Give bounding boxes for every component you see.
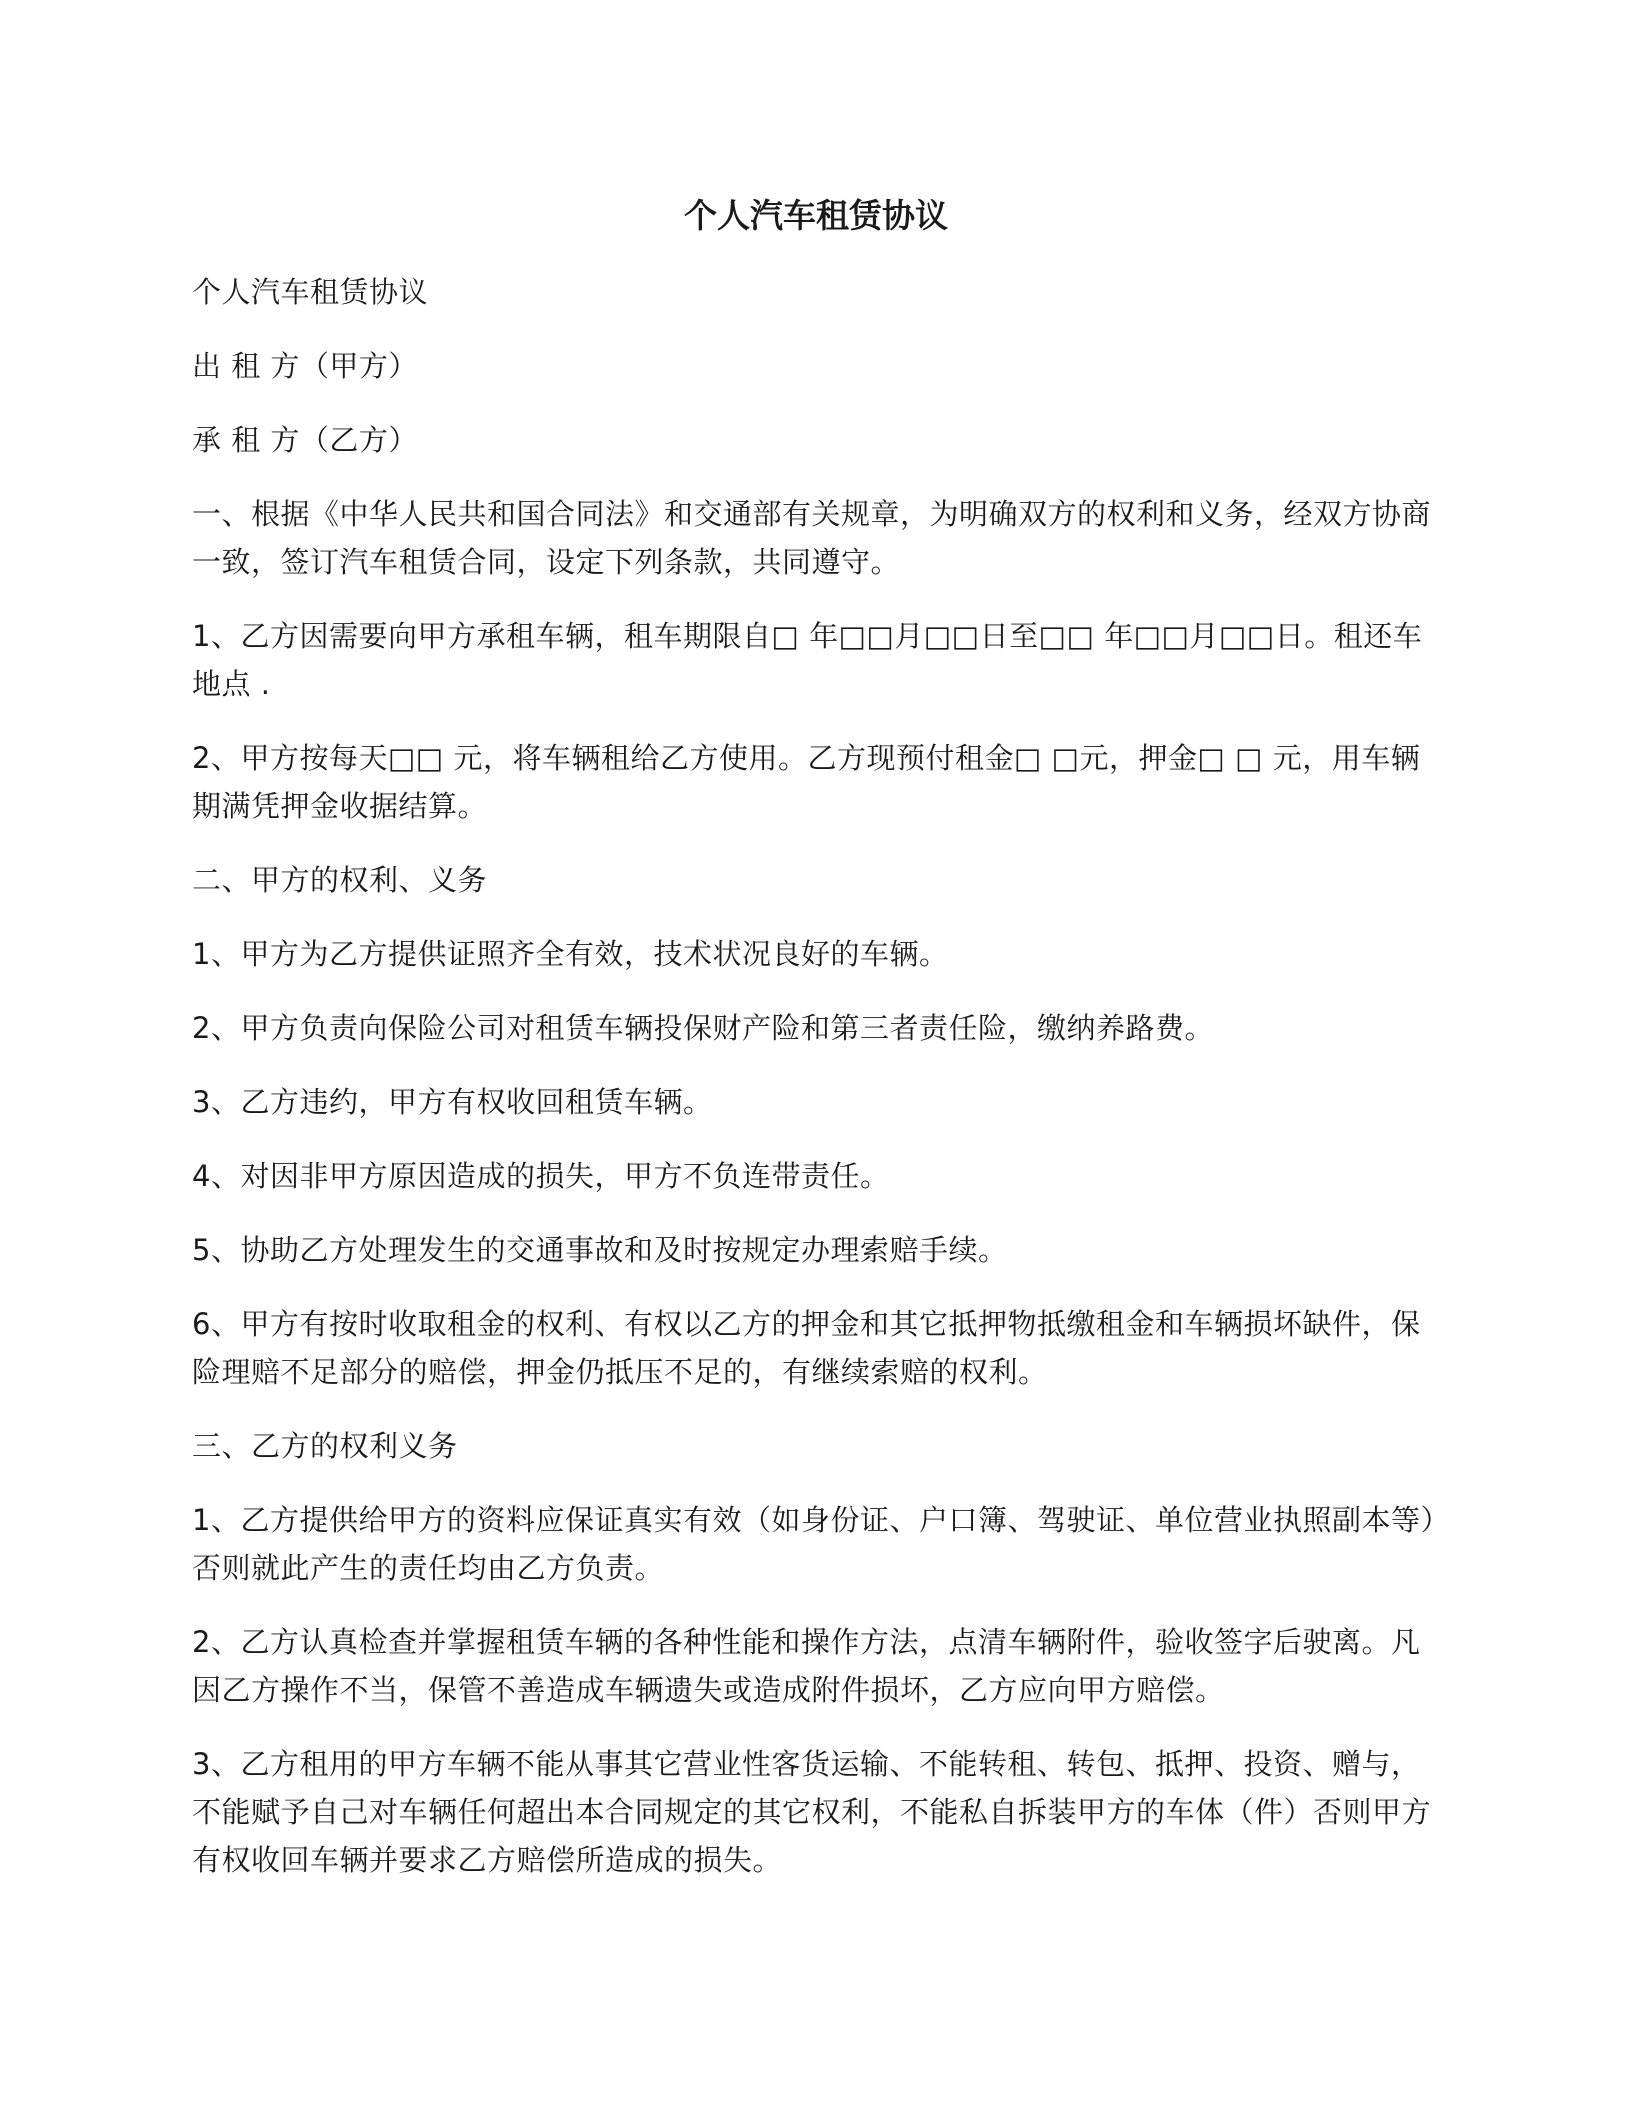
paragraph-section-3-heading: 三、乙方的权利义务 bbox=[192, 1429, 458, 1463]
paragraph-lessor: 出 租 方（甲方） bbox=[192, 349, 418, 383]
paragraph-section-2-item-3: 3、乙方违约，甲方有权收回租赁车辆。 bbox=[192, 1085, 713, 1119]
paragraph-section-2-item-4: 4、对因非甲方原因造成的损失，甲方不负连带责任。 bbox=[192, 1159, 890, 1193]
document-title: 个人汽车租赁协议 bbox=[684, 196, 948, 235]
paragraph-heading-repeat: 个人汽车租赁协议 bbox=[192, 275, 429, 309]
paragraph-section-3-item-1: 1、乙方提供给甲方的资料应保证真实有效（如身份证、户口簿、驾驶证、单位营业执照副本等）否则就此产生的责任均由乙方负责。 bbox=[192, 1503, 1436, 1585]
paragraph-section-2-item-6: 6、甲方有按时收取租金的权利、有权以乙方的押金和其它抵押物抵缴租金和车辆损坏缺件，保险理赔不足部分的赔偿，押金仍抵压不足的，有继续索赔的权利。 bbox=[192, 1307, 1421, 1389]
paragraph-lessee: 承 租 方（乙方） bbox=[192, 423, 418, 457]
paragraph-section-1-item-2: 2、甲方按每天□□ 元，将车辆租给乙方使用。乙方现预付租金□ □元，押金□ □ 元，用车辆期满凭押金收据结算。 bbox=[192, 741, 1421, 823]
paragraph-section-1-item-1: 1、乙方因需要向甲方承租车辆，租车期限自□ 年□□月□□日至□□ 年□□月□□日。租还车地点 . bbox=[192, 619, 1423, 701]
document-body bbox=[192, 268, 1442, 1910]
paragraph-section-2-item-5: 5、协助乙方处理发生的交通事故和及时按规定办理索赔手续。 bbox=[192, 1233, 1008, 1267]
paragraph-section-3-item-2: 2、乙方认真检查并掌握租赁车辆的各种性能和操作方法，点清车辆附件，验收签字后驶离。凡因乙方操作不当，保管不善造成车辆遗失或造成附件损坏，乙方应向甲方赔偿。 bbox=[192, 1625, 1421, 1707]
paragraph-section-2-item-1: 1、甲方为乙方提供证照齐全有效，技术状况良好的车辆。 bbox=[192, 937, 949, 971]
paragraph-section-3-item-3: 3、乙方租用的甲方车辆不能从事其它营业性客货运输、不能转租、转包、抵押、投资、赠与，不能赋予自己对车辆任何超出本合同规定的其它权利，不能私自拆装甲方的车体（件）否则甲方有权收回车辆并要求乙方赔偿所造成的损失。 bbox=[192, 1747, 1432, 1877]
paragraph-section-2-heading: 二、甲方的权利、义务 bbox=[192, 863, 488, 897]
paragraph-section-1-intro: 一、根据《中华人民共和国合同法》和交通部有关规章，为明确双方的权利和义务，经双方协商一致，签订汽车租赁合同，设定下列条款，共同遵守。 bbox=[192, 497, 1432, 579]
paragraph-section-2-item-2: 2、甲方负责向保险公司对租赁车辆投保财产险和第三者责任险，缴纳养路费。 bbox=[192, 1011, 1214, 1045]
